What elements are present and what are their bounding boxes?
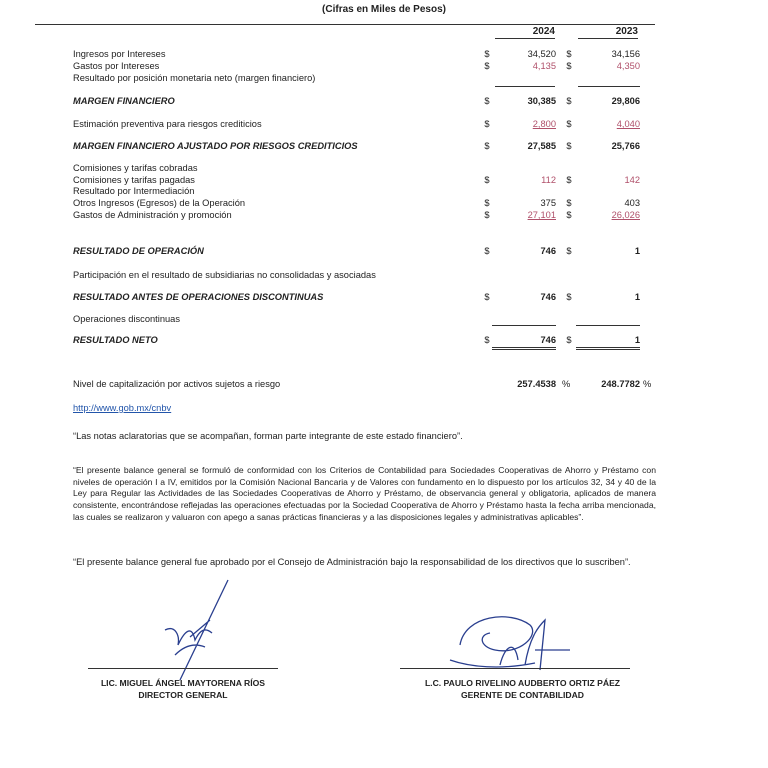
row-label-bold: MARGEN FINANCIERO AJUSTADO POR RIESGOS CREDITICIOS <box>73 141 358 151</box>
value-2024: 4,135 <box>532 61 556 71</box>
currency-symbol: $ <box>484 335 490 345</box>
value-2024: 27,585 <box>527 141 556 151</box>
capitalization-2023: 248.7782 <box>601 379 640 389</box>
value-2023: 1 <box>634 246 640 256</box>
row-label: Operaciones discontinuas <box>73 314 180 324</box>
value-2023: 4,040 <box>616 119 640 129</box>
signature-accounting-manager <box>440 605 580 685</box>
row-label: Gastos por Intereses <box>73 61 160 71</box>
currency-symbol: $ <box>484 49 490 59</box>
currency-symbol: $ <box>566 141 572 151</box>
currency-symbol: $ <box>566 175 572 185</box>
value-2023: 29,806 <box>611 96 640 106</box>
capitalization-2024: 257.4538 <box>517 379 556 389</box>
signatory-name: L.C. PAULO RIVELINO AUDBERTO ORTIZ PÁEZ <box>424 678 621 688</box>
total-line <box>492 347 556 348</box>
row-label: Resultado por posición monetaria neto (margen financiero) <box>73 73 316 83</box>
value-2023: 1 <box>634 292 640 302</box>
currency-symbol: $ <box>566 335 572 345</box>
legal-paragraph: “El presente balance general se formuló de conformidad con los Criterios de Contabilidad para Sociedades Cooperativas de Ahorro y Préstamo con niveles de operación I a IV, emitidos por la Comisión Nacional Bancaria y de Valores con fundamento en lo dispuesto por los artículos 32, 34 y 40 de la Ley para Regular las Actividades de las Sociedades Cooperativas de Ahorro y Préstamo, de observancia general y obligatoria, aplicados de manera consistente, encontrándose reflejadas las operaciones efectuadas por la Sociedad Cooperativa de Ahorro y Préstamo hasta la fecha arriba mencionada, las cuales se realizaron y valuaron con apego a sanas prácticas financieras y a las disposiciones legales y administrativas aplicables”. <box>73 465 656 522</box>
currency-symbol: $ <box>566 292 572 302</box>
signature-line <box>88 668 278 669</box>
currency-symbol: $ <box>484 96 490 106</box>
row-label: Gastos de Administración y promoción <box>73 210 232 220</box>
row-label: Comisiones y tarifas cobradas <box>73 163 198 173</box>
value-2024: 746 <box>540 246 556 256</box>
signatory-title: GERENTE DE CONTABILIDAD <box>460 690 585 700</box>
capitalization-label: Nivel de capitalización por activos sujetos a riesgo <box>73 379 281 389</box>
value-2024: 30,385 <box>527 96 556 106</box>
value-2024: 112 <box>541 175 556 185</box>
value-2024: 27,101 <box>527 210 556 220</box>
row-label-bold: MARGEN FINANCIERO <box>73 96 175 106</box>
currency-symbol: $ <box>484 210 490 220</box>
signature-line <box>400 668 630 669</box>
cnbv-link[interactable]: http://www.gob.mx/cnbv <box>73 403 172 413</box>
currency-symbol: $ <box>484 198 490 208</box>
row-label-bold: RESULTADO NETO <box>73 335 158 345</box>
row-label: Resultado por Intermediación <box>73 186 195 196</box>
value-2023: 142 <box>624 175 640 185</box>
signatory-title: DIRECTOR GENERAL <box>138 690 228 700</box>
row-label: Estimación preventiva para riesgos crediticios <box>73 119 262 129</box>
currency-symbol: $ <box>566 96 572 106</box>
year-2024-header: 2024 <box>532 26 555 37</box>
value-2024: 34,520 <box>527 49 556 59</box>
notes-quote: “Las notas aclaratorias que se acompañan, forman parte integrante de este estado financiero”. <box>73 431 463 441</box>
total-line <box>576 347 640 348</box>
subtotal-line <box>578 86 640 87</box>
header-rule <box>35 24 655 25</box>
currency-symbol: $ <box>484 246 490 256</box>
statement-subtitle: (Cifras en Miles de Pesos) <box>322 4 446 15</box>
total-line <box>576 349 640 350</box>
currency-symbol: $ <box>484 61 490 71</box>
row-label: Participación en el resultado de subsidiarias no consolidadas y asociadas <box>73 270 376 280</box>
year-2023-underline <box>578 38 638 39</box>
row-label: Otros Ingresos (Egresos) de la Operación <box>73 198 246 208</box>
currency-symbol: $ <box>566 210 572 220</box>
currency-symbol: $ <box>484 141 490 151</box>
currency-symbol: $ <box>566 246 572 256</box>
currency-symbol: $ <box>566 49 572 59</box>
currency-symbol: $ <box>566 198 572 208</box>
currency-symbol: $ <box>566 119 572 129</box>
percent-unit: % <box>562 379 571 389</box>
value-2023: 34,156 <box>611 49 640 59</box>
subtotal-line <box>492 325 556 326</box>
row-label: Comisiones y tarifas pagadas <box>73 175 195 185</box>
percent-unit: % <box>643 379 652 389</box>
value-2024: 746 <box>540 335 556 345</box>
year-2023-header: 2023 <box>615 26 638 37</box>
currency-symbol: $ <box>566 61 572 71</box>
subtotal-line <box>495 86 555 87</box>
total-line <box>492 349 556 350</box>
year-2024-underline <box>495 38 555 39</box>
value-2024: 375 <box>540 198 556 208</box>
value-2024: 2,800 <box>532 119 556 129</box>
row-label-bold: RESULTADO ANTES DE OPERACIONES DISCONTINUAS <box>73 292 324 302</box>
value-2023: 4,350 <box>616 61 640 71</box>
subtotal-line <box>576 325 640 326</box>
value-2023: 403 <box>624 198 640 208</box>
approval-quote: “El presente balance general fue aprobado por el Consejo de Administración bajo la responsabilidad de los directivos que lo suscriben”. <box>73 557 631 567</box>
value-2024: 746 <box>540 292 556 302</box>
value-2023: 26,026 <box>611 210 640 220</box>
row-label: Ingresos por Intereses <box>73 49 166 59</box>
row-label-bold: RESULTADO DE OPERACIÓN <box>73 246 204 256</box>
value-2023: 1 <box>634 335 640 345</box>
currency-symbol: $ <box>484 175 490 185</box>
currency-symbol: $ <box>484 119 490 129</box>
currency-symbol: $ <box>484 292 490 302</box>
value-2023: 25,766 <box>611 141 640 151</box>
signatory-name: LIC. MIGUEL ÁNGEL MAYTORENA RÍOS <box>100 678 266 688</box>
